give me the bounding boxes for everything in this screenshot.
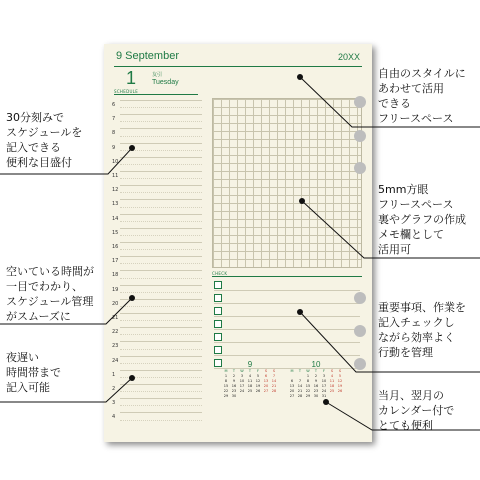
checkbox[interactable] [214,320,222,328]
schedule-label: SCHEDULE [114,89,139,94]
calendar-day: 17 [321,384,327,388]
hour-rule [120,299,202,300]
hour-label: 9 [112,144,116,151]
calendar-day: 7 [272,374,276,378]
calendar-day: 21 [297,389,303,393]
hour-rule [120,313,202,314]
half-hour-rule [120,263,202,264]
calendar-day: 24 [321,389,327,393]
calendar-grid [288,369,344,399]
hour-label: 24 [112,357,119,364]
hour-rule [120,327,202,328]
half-hour-rule [120,249,202,250]
calendar-weekday: S [272,369,276,373]
calendar-day: 6 [264,374,268,378]
callout-free-space: 自由のスタイルに あわせて活用 できる フリースペース [378,67,466,125]
binder-hole [354,292,366,304]
calendar-day: 16 [313,384,319,388]
hour-rule [120,128,202,129]
calendar-day: 19 [337,384,343,388]
calendar-day: 26 [337,389,343,393]
calendar-month: 9 [247,360,253,369]
page-year: 20XX [337,52,360,62]
calendar-day [246,394,254,399]
half-hour-rule [120,292,202,293]
checkbox[interactable] [214,333,222,341]
checkbox[interactable] [214,294,222,302]
calendar-day: 19 [255,384,261,388]
calendar-day: 14 [271,379,277,383]
hour-label: 20 [112,300,119,307]
check-row [214,343,360,356]
half-hour-rule [120,221,202,222]
calendar-day: 20 [289,389,295,393]
calendar-day: 2 [314,374,318,378]
calendar-day: 5 [338,374,342,378]
calendar-day: 17 [239,384,245,388]
calendar-day: 13 [289,384,295,388]
calendar-day: 1 [224,374,228,378]
calendar-day: 22 [305,389,311,393]
hour-label: 23 [112,343,119,350]
calendar-day: 12 [255,379,261,383]
hour-label: 17 [112,258,119,265]
callout-late-night: 夜遅い 時間帯まで 記入可能 [6,351,61,394]
checkbox[interactable] [214,359,222,367]
calendar-day: 10 [239,379,245,383]
hour-rule [120,256,202,257]
calendar-day: 30 [313,394,319,398]
calendar-current [222,360,278,399]
hour-rule [120,370,202,371]
calendar-day: 9 [232,379,236,383]
calendar-weekday: T [314,369,318,373]
half-hour-rule [120,192,202,193]
half-hour-rule [120,306,202,307]
calendar-day: 16 [231,384,237,388]
calendar-day: 30 [231,394,237,398]
hour-label: 22 [112,329,119,336]
calendar-day [238,394,246,399]
calendar-weekday: S [264,369,268,373]
checkbox[interactable] [214,281,222,289]
hour-label: 3 [112,400,116,407]
page-date-title: 9 September [116,50,179,62]
header-divider [114,66,362,67]
hour-rule [120,356,202,357]
hour-label: 11 [112,173,119,179]
hour-label: 8 [112,130,116,137]
calendar-day: 15 [305,384,311,388]
calendar-day: 28 [271,389,277,393]
calendar-day: 3 [322,374,326,378]
calendar-day: 18 [329,384,335,388]
calendar-day: 31 [321,394,327,398]
calendar-weekday: S [330,369,334,373]
calendar-day: 15 [223,384,229,388]
calendar-day: 18 [247,384,253,388]
calendar-weekday: S [338,369,342,373]
calendar-day: 2 [232,374,236,378]
half-hour-rule [120,207,202,208]
check-row [214,304,360,317]
callout-time-scale: 30分刻みで スケジュールを 記入できる 便利な目盛付 [6,111,83,169]
checkbox[interactable] [214,346,222,354]
calendar-day: 8 [224,379,228,383]
calendar-day: 27 [289,394,295,398]
day-number: 1 [126,68,137,88]
half-hour-rule [120,349,202,350]
hour-label: 12 [112,187,119,194]
hour-label: 13 [112,201,119,208]
check-row [214,291,360,304]
half-hour-rule [120,164,202,165]
calendar-day: 23 [231,389,237,393]
binder-hole [354,130,366,142]
calendar-day: 1 [306,374,310,378]
binder-hole [354,96,366,108]
calendar-weekday: T [232,369,236,373]
calendar-day: 26 [255,389,261,393]
calendar-weekday: M [290,369,294,373]
hour-rule [120,398,202,399]
calendar-day [254,394,262,399]
calendar-weekday: W [306,369,310,373]
binder-hole [354,325,366,337]
calendar-day: 14 [297,384,303,388]
calendar-day: 11 [247,379,253,383]
calendar-day: 25 [247,389,253,393]
hour-rule [120,285,202,286]
calendar-weekday: T [298,369,302,373]
calendar-day: 23 [313,389,319,393]
hour-rule [120,384,202,385]
calendar-day: 9 [314,379,318,383]
hour-label: 18 [112,272,119,279]
hour-rule [120,242,202,243]
half-hour-rule [120,405,202,406]
schedule-divider [114,94,198,95]
half-hour-rule [120,136,202,137]
calendar-day: 21 [271,384,277,388]
planner-refill-page [104,44,372,442]
weekday-label: Tuesday [152,79,179,86]
hour-label: 16 [112,244,119,250]
calendar-day: 6 [290,379,294,383]
calendar-weekday: F [322,369,325,373]
half-hour-rule [120,121,202,122]
hour-label: 2 [112,386,116,392]
check-row [214,330,360,343]
calendar-day: 20 [263,384,269,388]
watermark-logo: PENTEC [62,383,102,393]
hour-label: 6 [112,102,116,108]
hour-label: 10 [112,158,119,165]
calendar-day: 4 [330,374,334,378]
calendar-weekday: W [240,369,244,373]
check-divider [212,276,362,277]
hour-rule [120,157,202,158]
hour-rule [120,412,202,413]
binder-hole [354,162,366,174]
hour-rule [120,185,202,186]
half-hour-rule [120,150,202,151]
half-hour-rule [120,377,202,378]
calendar-month: 10 [311,360,321,369]
calendar-day: 12 [337,379,343,383]
callout-calendar: 当月、翌月の カレンダー付で とても便利 [378,389,455,432]
calendar-day: 28 [297,394,303,398]
calendar-day: 29 [223,394,229,398]
hour-label: 15 [112,229,119,236]
hour-rule [120,171,202,172]
checkbox[interactable] [214,307,222,315]
hour-rule [120,214,202,215]
hour-rule [120,143,202,144]
calendar-day: 25 [329,389,335,393]
half-hour-rule [120,420,202,421]
calendar-day: 4 [248,374,252,378]
rokuyo-label: 友引 [152,72,163,78]
half-hour-rule [120,278,202,279]
calendar-weekday: M [224,369,228,373]
calendar-weekday: T [248,369,252,373]
half-hour-rule [120,391,202,392]
half-hour-rule [120,107,202,108]
calendar-day: 13 [263,379,269,383]
hour-label: 21 [112,315,119,321]
calendar-day: 7 [298,379,302,383]
calendar-day: 27 [263,389,269,393]
callout-grid-memo: 5mm方眼 フリースペース 裏やグラフの作成 メモ欄として 活用可 [378,183,466,256]
calendar-day: 22 [223,389,229,393]
half-hour-rule [120,178,202,179]
calendar-grid [222,369,278,399]
calendar-day: 5 [256,374,260,378]
calendar-day [328,394,336,399]
calendar-day: 24 [239,389,245,393]
calendar-day: 29 [305,394,311,398]
grid-memo-area [212,98,362,268]
half-hour-rule [120,334,202,335]
calendar-day: 11 [329,379,335,383]
check-row [214,278,360,291]
hour-rule [120,341,202,342]
calendar-day: 10 [321,379,327,383]
calendar-day [270,394,278,399]
callout-check: 重要事項、作業を 記入チェックし ながら効率よく 行動を管理 [378,301,466,359]
hour-label: 14 [112,215,119,222]
half-hour-rule [120,235,202,236]
calendar-day [336,394,344,399]
hour-label: 1 [112,371,116,378]
hour-rule [120,100,202,101]
calendar-next [288,360,344,399]
calendar-day: 8 [306,379,310,383]
hour-rule [120,270,202,271]
check-label: CHECK [212,271,228,276]
hour-label: 7 [112,116,116,123]
hour-rule [120,199,202,200]
hour-label: 4 [112,414,116,421]
half-hour-rule [120,363,202,364]
calendar-day [262,394,270,399]
calendar-weekday: F [256,369,259,373]
calendar-day: 3 [240,374,244,378]
callout-free-time: 空いている時間が 一目でわかり、 スケジュール管理 がスムーズに [6,265,94,323]
hour-label: 19 [112,286,119,293]
half-hour-rule [120,320,202,321]
hour-rule [120,228,202,229]
binder-hole [354,358,366,370]
check-row [214,317,360,330]
hour-rule [120,114,202,115]
